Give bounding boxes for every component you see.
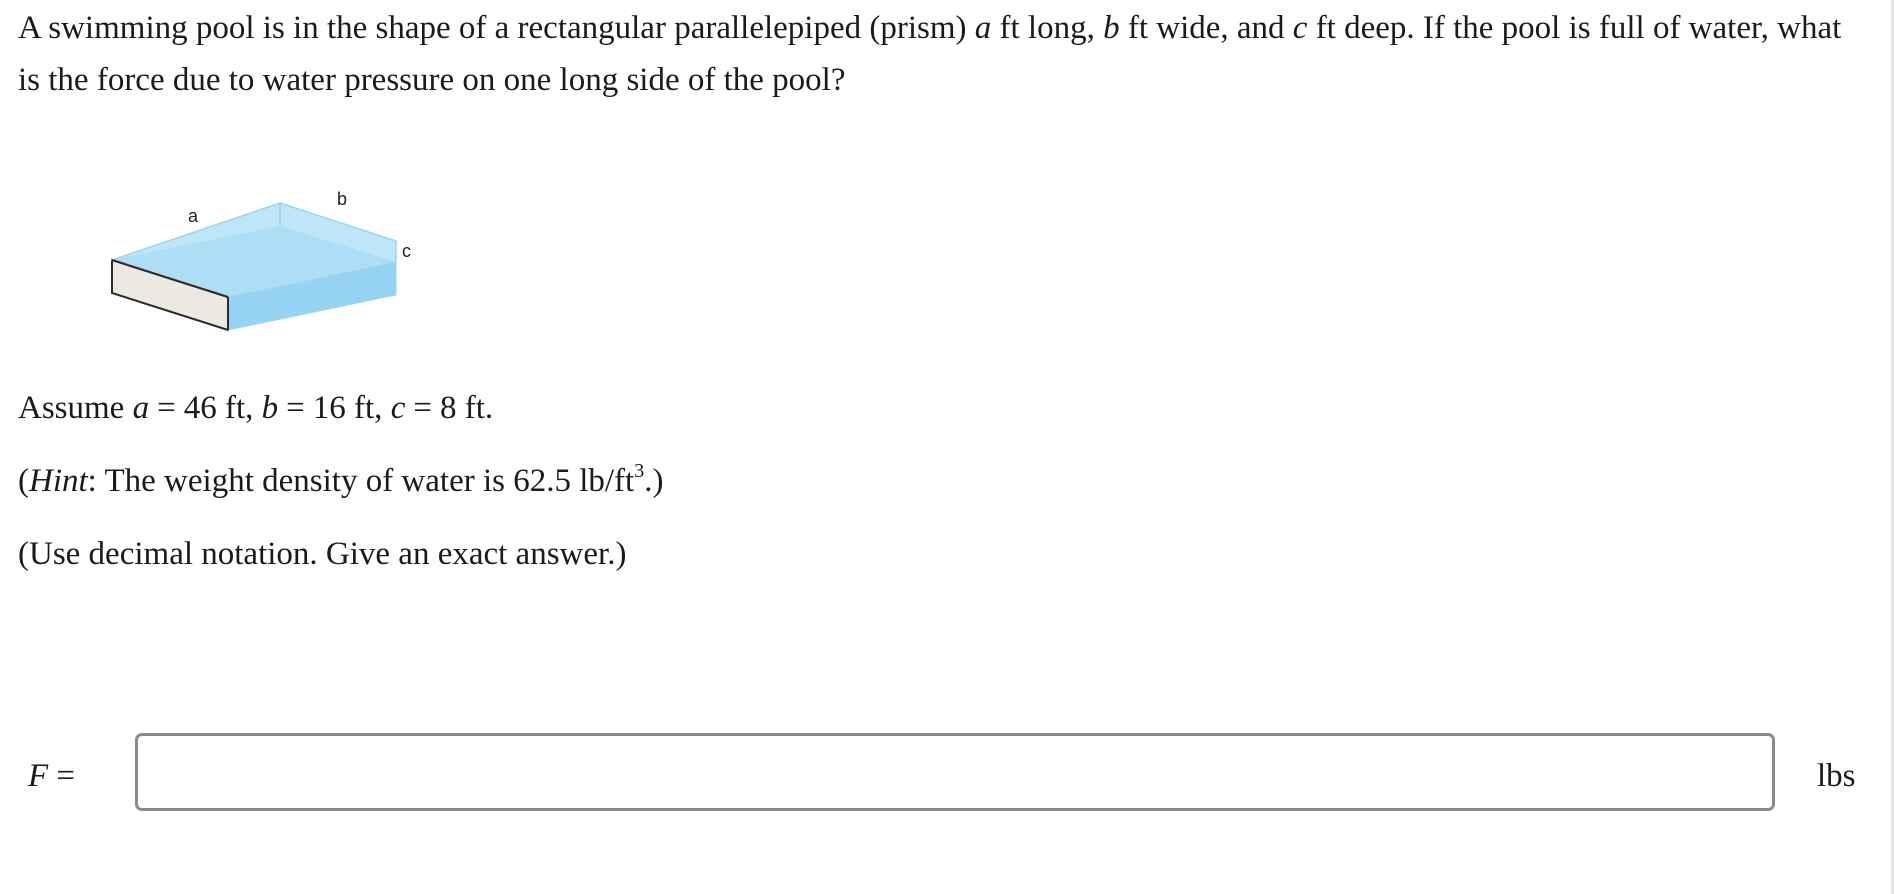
question-text-part: A swimming pool is in the shape of a rectangular parallelepiped (prism)	[18, 10, 975, 46]
hint-text: : The weight density of water is 62.5 lb/ft	[87, 463, 635, 499]
var-a: a	[974, 10, 992, 46]
answer-input[interactable]	[135, 733, 1775, 811]
hint-line	[18, 460, 664, 500]
question-text	[18, 2, 1858, 106]
hint-paren: (	[18, 463, 29, 499]
question-text-part: ft wide, and	[1119, 10, 1293, 46]
pool-figure	[100, 180, 440, 340]
question-text-part: ft deep. If the pool is full of water, what is the force due to water pressure on one long side of the pool?	[18, 10, 1842, 98]
pool-diagram	[100, 180, 440, 340]
instruction-note: (Use decimal notation. Give an exact answer.)	[18, 536, 627, 572]
equals-sign: =	[413, 390, 432, 426]
label-c: c	[402, 241, 411, 261]
hint-label: Hint	[29, 463, 88, 499]
label-b: b	[337, 189, 348, 209]
assume-prefix: Assume	[18, 390, 133, 426]
label-a: a	[188, 206, 199, 226]
var-b: b	[1103, 10, 1120, 46]
assume-value-b: 16 ft,	[312, 390, 391, 426]
equals-sign: =	[286, 390, 305, 426]
answer-var: F	[28, 758, 49, 794]
answer-label	[28, 758, 75, 795]
hint-paren: .)	[644, 463, 664, 499]
answer-equals: =	[56, 758, 76, 794]
assume-var-a: a	[132, 390, 150, 426]
assume-var-c: c	[390, 390, 406, 426]
unit-label: lbs	[1817, 758, 1856, 794]
hint-exponent: 3	[634, 460, 645, 482]
assume-var-b: b	[261, 390, 279, 426]
assume-line	[18, 390, 493, 427]
var-c: c	[1292, 10, 1308, 46]
assume-value-c: 8 ft.	[439, 390, 494, 426]
equals-sign: =	[157, 390, 176, 426]
assume-value-a: 46 ft,	[183, 390, 262, 426]
question-text-part: ft long,	[991, 10, 1104, 46]
